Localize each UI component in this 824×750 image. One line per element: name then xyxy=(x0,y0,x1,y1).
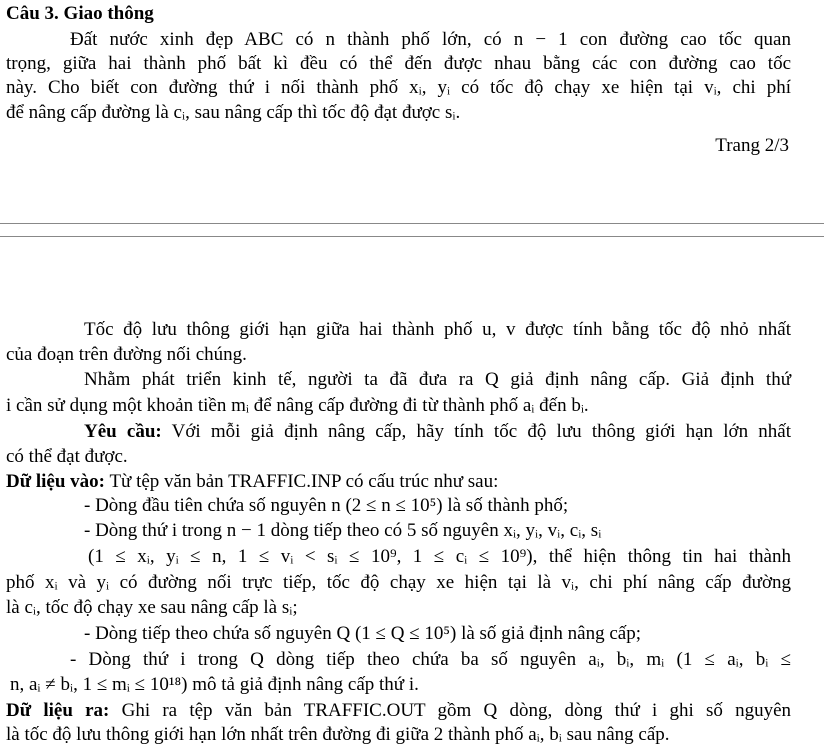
input-line-1: - Dòng đầu tiên chứa số nguyên n (2 ≤ n ≤ 10⁵) là số thành phố; xyxy=(84,495,569,516)
requirement-line-2: có thể đạt được. xyxy=(6,446,128,467)
input-heading-line xyxy=(6,470,791,494)
body-line-1: Tốc độ lưu thông giới hạn giữa hai thành phố u, v được tính bằng tốc độ nhỏ nhất xyxy=(84,319,791,340)
input-line-7: - Dòng thứ i trong Q dòng tiếp theo chứa ba số nguyên aᵢ, bᵢ, mᵢ (1 ≤ aᵢ, bᵢ ≤ xyxy=(70,649,791,670)
output-line-2: là tốc độ lưu thông giới hạn lớn nhất trên đường đi giữa 2 thành phố aᵢ, bᵢ sau nâng cấp. xyxy=(6,724,670,745)
input-line-6: - Dòng tiếp theo chứa số nguyên Q (1 ≤ Q ≤ 10⁵) là số giả định nâng cấp; xyxy=(84,623,641,644)
intro-line-2: trọng, giữa hai thành phố bất kì đều có thể đến được nhau bằng các con đường cao tốc xyxy=(6,53,791,74)
page-break xyxy=(0,223,824,237)
input-line-2: - Dòng thứ i trong n − 1 dòng tiếp theo có 5 số nguyên xᵢ, yᵢ, vᵢ, cᵢ, sᵢ xyxy=(84,520,602,541)
output-label: Dữ liệu ra: xyxy=(6,700,110,721)
input-line-8: n, aᵢ ≠ bᵢ, 1 ≤ mᵢ ≤ 10¹⁸) mô tả giả định nâng cấp thứ i. xyxy=(10,674,419,695)
requirement-text: Với mỗi giả định nâng cấp, hãy tính tốc độ lưu thông giới hạn lớn nhất xyxy=(171,421,791,442)
requirement-line-1 xyxy=(84,420,791,444)
output-line-1 xyxy=(6,699,791,723)
input-label: Dữ liệu vào: xyxy=(6,471,106,492)
input-intro: Từ tệp văn bản TRAFFIC.INP có cấu trúc như sau: xyxy=(109,471,499,492)
intro-line-3: này. Cho biết con đường thứ i nối thành phố xᵢ, yᵢ có tốc độ chạy xe hiện tại vᵢ, chi phí xyxy=(6,77,791,98)
problem-title: Câu 3. Giao thông xyxy=(6,3,154,24)
body-line-2: của đoạn trên đường nối chúng. xyxy=(6,344,247,365)
intro-line-4: để nâng cấp đường là cᵢ, sau nâng cấp thì tốc độ đạt được sᵢ. xyxy=(6,102,461,123)
body-line-4: i cần sử dụng một khoản tiền mᵢ để nâng cấp đường đi từ thành phố aᵢ đến bᵢ. xyxy=(6,395,589,416)
body-line-3: Nhằm phát triển kinh tế, người ta đã đưa ra Q giả định nâng cấp. Giả định thứ xyxy=(84,369,791,390)
requirement-label: Yêu cầu: xyxy=(84,421,162,442)
input-line-4: phố xᵢ và yᵢ có đường nối trực tiếp, tốc độ chạy xe hiện tại là vᵢ, chi phí nâng cấp đường xyxy=(6,572,791,593)
intro-line-1: Đất nước xinh đẹp ABC có n thành phố lớn, có n − 1 con đường cao tốc quan xyxy=(70,29,791,50)
page-number: Trang 2/3 xyxy=(715,135,789,156)
input-line-3: (1 ≤ xᵢ, yᵢ ≤ n, 1 ≤ vᵢ < sᵢ ≤ 10⁹, 1 ≤ cᵢ ≤ 10⁹), thể hiện thông tin hai thành xyxy=(88,546,791,567)
input-line-5: là cᵢ, tốc độ chạy xe sau nâng cấp là sᵢ; xyxy=(6,597,298,618)
output-text: Ghi ra tệp văn bản TRAFFIC.OUT gồm Q dòng, dòng thứ i ghi số nguyên xyxy=(121,700,792,721)
